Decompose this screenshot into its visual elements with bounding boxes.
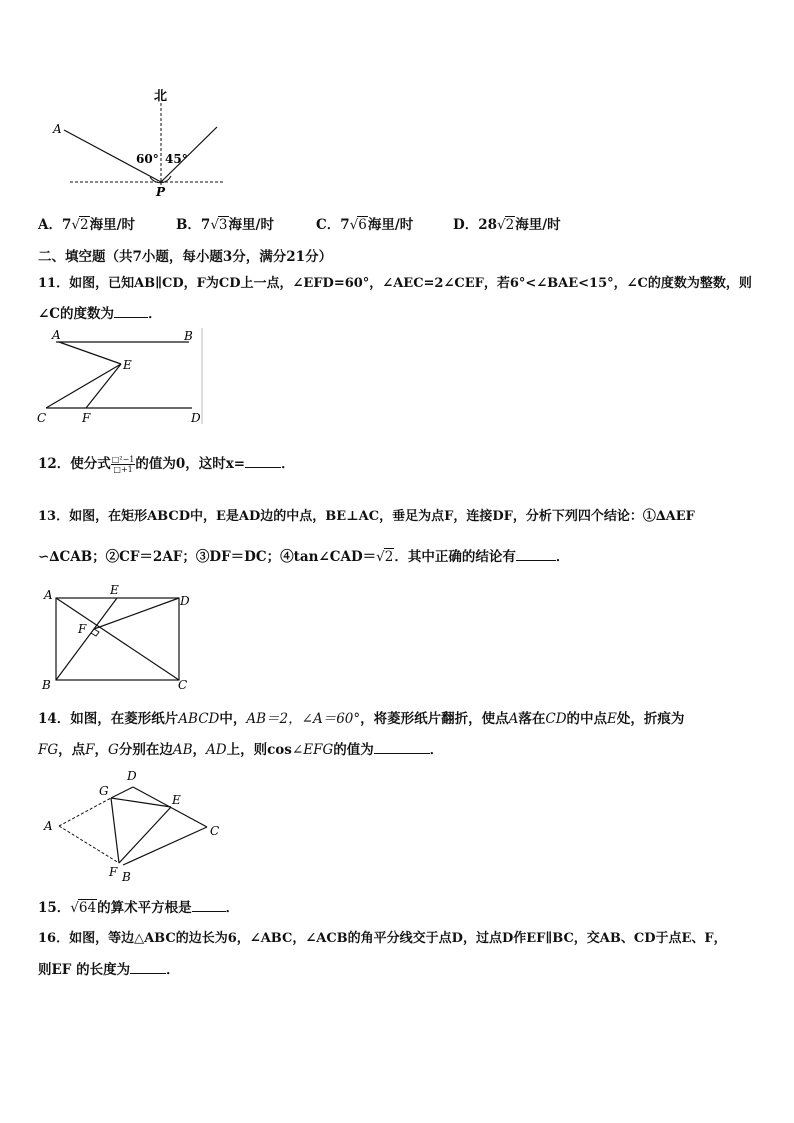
line-ae xyxy=(59,342,121,364)
label-f: F xyxy=(109,865,118,879)
q12-answer-blank[interactable] xyxy=(245,455,281,468)
q11-answer-blank[interactable] xyxy=(114,305,148,318)
q15-line: 15．√64的算术平方根是 ． xyxy=(38,900,240,916)
label-c: C xyxy=(37,411,47,425)
q16-line1: 16．如图，等边△ABC的边长为6，∠ABC，∠ACB的角平分线交于点D，过点D作EF∥BC，交AB、CD于点E、F， xyxy=(38,931,727,946)
q14-line1: 14．如图，在菱形纸片ABCD中，AB＝2，∠A＝60°，将菱形纸片翻折，使点A落在CD的中点E处，折痕为 xyxy=(38,711,685,727)
q11-line2: ∠C的度数为 ． xyxy=(38,306,162,322)
line-be xyxy=(56,598,117,680)
q15-answer-blank[interactable] xyxy=(192,899,226,912)
label-e: E xyxy=(123,358,132,372)
label-c: C xyxy=(210,824,220,838)
q14-answer-blank[interactable] xyxy=(374,741,430,754)
line-gf xyxy=(111,798,119,863)
label-p: P xyxy=(156,185,166,199)
bearing-figure xyxy=(50,85,240,200)
q11-figure xyxy=(34,326,206,426)
line-df xyxy=(94,598,179,629)
angle-45: 45° xyxy=(165,152,188,166)
q16-line2: 则EF 的长度为 ． xyxy=(38,962,180,978)
label-e: E xyxy=(110,583,119,597)
label-g: G xyxy=(99,784,109,798)
q12-line: 12．使分式 $\frac{\text{□²−1}}{□+1}$ 的值为0，这时x= ． xyxy=(38,455,295,474)
diag-ac xyxy=(56,598,179,680)
line-gd xyxy=(111,787,133,798)
label-a: A xyxy=(52,328,61,342)
angle-60: 60° xyxy=(136,152,159,166)
north-label: 北 xyxy=(154,89,168,104)
q13-line2: ∽∆CAB；②CF＝2AF；③DF＝DC；④tan∠CAD＝√2．其中正确的结论有 ． xyxy=(38,549,570,565)
section-title: 二、填空题（共7小题，每小题3分，满分21分） xyxy=(38,249,333,265)
label-f: F xyxy=(78,622,87,636)
label-f: F xyxy=(82,411,91,425)
label-a: A xyxy=(44,819,53,833)
line-af-dashed xyxy=(59,826,119,863)
q12-fraction: $\frac{\text{□²−1}}{□+1}$ xyxy=(111,455,135,474)
q11-line1: 11．如图，已知AB∥CD，F为CD上一点，∠EFD=60°，∠AEC=2∠CEF，若6°<∠BAE<15°，∠C的度数为整数，则 xyxy=(38,276,752,291)
label-b: B xyxy=(184,329,193,343)
label-b: B xyxy=(122,870,131,884)
line-ec xyxy=(46,364,121,408)
option-b: B．7√3海里/时 xyxy=(176,217,274,233)
option-c: C．7√6海里/时 xyxy=(316,217,414,233)
label-d: D xyxy=(127,769,137,783)
label-d: D xyxy=(180,594,190,608)
q14-line2: FG，点F，G分别在边AB，AD上，则cos∠EFG的值为 ． xyxy=(38,742,444,758)
right-angle-mark xyxy=(91,629,99,636)
q13-answer-blank[interactable] xyxy=(516,548,556,561)
label-c: C xyxy=(178,678,188,692)
q13-figure xyxy=(38,583,198,693)
line-ag-dashed xyxy=(59,798,111,826)
label-a: A xyxy=(53,122,62,136)
option-a: A．7√2海里/时 xyxy=(38,217,136,233)
q13-line1: 13．如图，在矩形ABCD中，E是AD边的中点，BE⊥AC，垂足为点F，连接DF，分析下列四个结论：①∆AEF xyxy=(38,509,695,524)
option-d: D．28√2海里/时 xyxy=(453,217,561,233)
line-ef xyxy=(86,364,121,408)
label-e: E xyxy=(172,793,181,807)
q16-answer-blank[interactable] xyxy=(130,961,166,974)
label-a: A xyxy=(44,588,53,602)
label-b: B xyxy=(42,678,51,692)
label-d: D xyxy=(191,411,201,425)
q14-figure xyxy=(38,765,228,885)
